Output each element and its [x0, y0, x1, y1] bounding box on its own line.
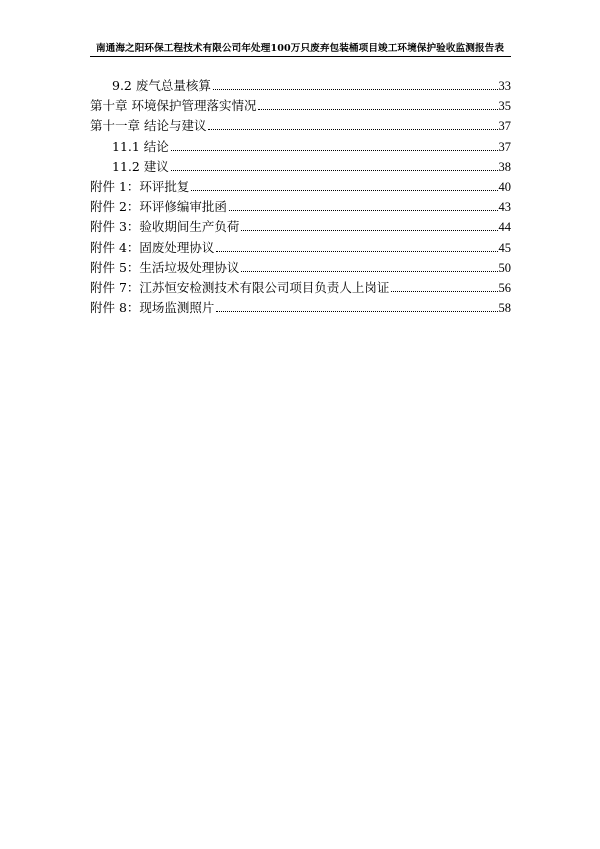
toc-entry-label: 附件 2：环评修编审批函 — [90, 199, 227, 215]
toc-leader-dots — [391, 291, 497, 292]
table-of-contents — [90, 76, 511, 318]
toc-entry-attachment-1[interactable] — [90, 177, 511, 197]
toc-entry-label: 附件 5：生活垃圾处理协议 — [90, 259, 240, 275]
toc-leader-dots — [216, 251, 497, 252]
toc-entry-label: 附件 8：现场监测照片 — [90, 300, 215, 316]
toc-entry-label: 附件 3：验收期间生产负荷 — [90, 219, 240, 235]
toc-entry-label: 附件 1：环评批复 — [90, 178, 190, 194]
toc-entry-page: 44 — [498, 220, 511, 235]
toc-entry-attachment-8[interactable] — [90, 298, 511, 318]
toc-entry-attachment-4[interactable] — [90, 238, 511, 258]
toc-entry-11-2[interactable] — [90, 157, 511, 177]
toc-leader-dots — [171, 150, 498, 151]
toc-entry-page: 40 — [498, 179, 511, 194]
toc-entry-attachment-2[interactable] — [90, 197, 511, 217]
toc-leader-dots — [258, 109, 497, 110]
toc-entry-chapter-11[interactable] — [90, 116, 511, 136]
toc-entry-9-2[interactable] — [90, 76, 511, 96]
toc-leader-dots — [229, 210, 498, 211]
toc-entry-attachment-5[interactable] — [90, 258, 511, 278]
toc-entry-label: 附件 4：固废处理协议 — [90, 239, 215, 255]
toc-entry-chapter-10[interactable] — [90, 96, 511, 116]
toc-entry-label: 11.1 结论 — [112, 138, 169, 154]
toc-leader-dots — [213, 89, 498, 90]
toc-leader-dots — [171, 170, 498, 171]
toc-entry-page: 43 — [498, 200, 511, 215]
toc-entry-label: 第十一章 结论与建议 — [90, 118, 207, 134]
toc-entry-11-1[interactable] — [90, 137, 511, 157]
toc-entry-page: 38 — [498, 159, 511, 174]
toc-entry-label: 11.2 建议 — [112, 158, 169, 174]
toc-entry-label: 附件 7：江苏恒安检测技术有限公司项目负责人上岗证 — [90, 279, 390, 295]
toc-entry-page: 58 — [498, 301, 511, 316]
toc-leader-dots — [208, 129, 497, 130]
toc-entry-page: 50 — [498, 260, 511, 275]
toc-leader-dots — [216, 311, 497, 312]
toc-leader-dots — [241, 271, 497, 272]
toc-entry-label: 9.2 废气总量核算 — [112, 78, 211, 93]
toc-entry-page: 37 — [498, 119, 511, 134]
toc-entry-page: 37 — [498, 139, 511, 154]
toc-leader-dots — [241, 230, 497, 231]
page-header: 南通海之阳环保工程技术有限公司年处理100万只废弃包装桶项目竣工环境保护验收监测报告表 — [95, 43, 505, 54]
toc-entry-label: 第十章 环境保护管理落实情况 — [90, 98, 257, 114]
toc-entry-page: 56 — [498, 280, 511, 295]
toc-leader-dots — [191, 190, 497, 191]
toc-entry-page: 45 — [498, 240, 511, 255]
toc-entry-page: 35 — [498, 99, 511, 114]
toc-entry-page: 33 — [498, 79, 511, 93]
header-rule — [90, 56, 511, 57]
toc-entry-attachment-7[interactable] — [90, 278, 511, 298]
toc-entry-attachment-3[interactable] — [90, 217, 511, 237]
